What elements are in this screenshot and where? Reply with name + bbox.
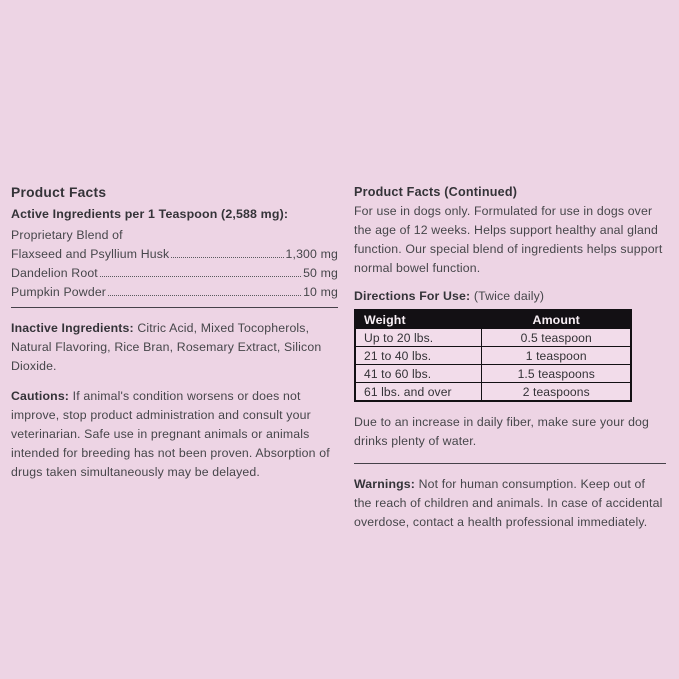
dosage-table-body [355,329,631,402]
ingredient-name: Pumpkin Powder [11,285,107,299]
directions-line [354,287,666,306]
section-divider [11,307,338,308]
weight-cell: Up to 20 lbs. [355,329,482,347]
directions-note: (Twice daily) [473,289,545,303]
dosage-row [355,383,631,402]
continued-title: Product Facts (Continued) [354,185,518,199]
proprietary-blend-line [11,226,338,245]
right-column [354,183,666,532]
dot-leader [108,295,301,296]
dosage-row [355,365,631,383]
warnings-text: Not for human consumption. Keep out of the reach of children and animals. In case of accidental overdose, contact a health professional immediately. [354,477,663,529]
ingredient-amount: 1,300 mg [285,247,338,261]
amount-cell: 1 teaspoon [482,347,631,365]
left-column [11,183,338,482]
cautions-text: If animal's condition worsens or does not improve, stop product administration and consult your veterinarian. Safe use in pregnant animals or animals intended for breeding has not been proven. Absorption of drugs taken simultaneously may be delayed. [11,389,330,479]
amount-cell: 0.5 teaspoon [482,329,631,347]
dosage-row [355,347,631,365]
dosage-table [354,309,632,402]
dot-leader [100,276,301,277]
inactive-ingredients-paragraph [11,319,338,376]
active-ingredients-heading: Active Ingredients per 1 Teaspoon (2,588 mg): [11,207,289,221]
amount-column-header: Amount [482,310,631,329]
weight-cell: 21 to 40 lbs. [355,347,482,365]
ingredient-amount: 50 mg [303,266,338,280]
water-note-paragraph: Due to an increase in daily fiber, make sure your dog drinks plenty of water. [354,415,650,448]
weight-cell: 41 to 60 lbs. [355,365,482,383]
dosage-row [355,329,631,347]
active-ingredients-list [11,226,338,302]
page-title: Product Facts [11,185,107,200]
dot-leader [171,257,283,258]
ingredient-name: Dandelion Root [11,266,98,280]
amount-cell: 1.5 teaspoons [482,365,631,383]
cautions-label: Cautions: [11,389,70,403]
inactive-ingredients-label: Inactive Ingredients: [11,321,134,335]
ingredient-amount: 10 mg [303,285,338,299]
cautions-paragraph [11,387,338,482]
dosage-header-row [355,310,631,329]
inactive-ingredients-text: Citric Acid, Mixed Tocopherols, Natural Flavoring, Rice Bran, Rosemary Extract, Silicon Dioxide. [11,321,322,373]
warnings-label: Warnings: [354,477,416,491]
ingredient-row [11,245,338,264]
ingredient-row [11,283,338,302]
weight-cell: 61 lbs. and over [355,383,482,402]
usage-intro-paragraph: For use in dogs only. Formulated for use in dogs over the age of 12 weeks. Helps support healthy anal gland function. Our special blend of ingredients helps support normal bowel function. [354,204,663,275]
amount-cell: 2 teaspoons [482,383,631,402]
ingredient-name: Flaxseed and Psyllium Husk [11,247,170,261]
warnings-paragraph [354,475,666,532]
section-divider [354,463,666,464]
ingredient-row [11,264,338,283]
ingredient-name: Proprietary Blend of [11,228,123,242]
weight-column-header: Weight [355,310,482,329]
dosage-table-header [355,310,631,329]
directions-label: Directions For Use: [354,289,471,303]
